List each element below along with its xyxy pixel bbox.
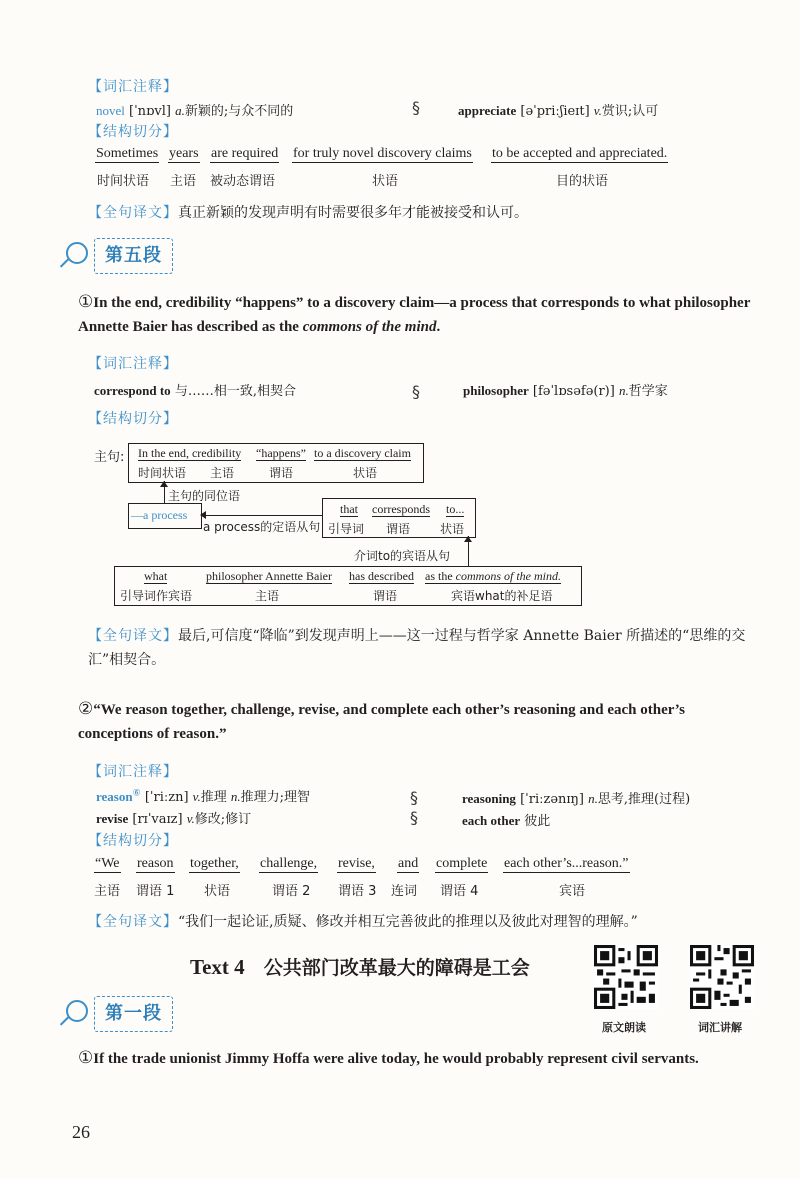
vocab-label: 【词汇注释】	[88, 79, 178, 95]
arrow-up-icon	[464, 536, 472, 542]
appositive-label: 主句的同位语	[168, 489, 241, 503]
vocab-word: each other	[462, 813, 521, 828]
structure-label: 【结构切分】	[88, 124, 178, 140]
sentence-text: “We reason together, challenge, revise, and complete each other’s reasoning and each other’s conceptions of reason.”	[78, 702, 685, 742]
diagram-role: 引导词作宾语	[120, 589, 193, 603]
role-label: 状语	[372, 174, 399, 189]
qr-label: 词汇讲解	[698, 1021, 742, 1034]
vocab-pos: n.	[618, 383, 629, 398]
vocab-phonetic: [əˈpriːʃieɪt]	[520, 104, 590, 119]
segment: together,	[190, 856, 239, 871]
diagram-segment-italic: commons of the mind.	[455, 569, 561, 583]
vocab-word: reasoning	[462, 791, 516, 806]
sentence-end: .	[436, 319, 441, 335]
vocab-entry-novel	[96, 100, 293, 119]
separator-icon: §	[410, 808, 418, 827]
vocab-word: philosopher	[463, 383, 529, 398]
diagram-role: 时间状语	[138, 466, 187, 480]
vocab-definition: 赏识;认可	[601, 104, 659, 119]
vocab-definition: 新颖的;与众不同的	[184, 104, 294, 119]
vocab-entry-philosopher	[463, 380, 668, 399]
role-label: 主语	[170, 174, 197, 189]
structure-label: 【结构切分】	[88, 833, 178, 849]
sentence-5-1	[78, 290, 758, 339]
diagram-segment: has described	[349, 569, 414, 583]
role-label: 被动态谓语	[210, 174, 276, 189]
section-title: 第一段	[94, 996, 173, 1032]
translation	[88, 201, 528, 225]
sentence-text: If the trade unionist Jimmy Hoffa were alive today, he would probably represent civil servants.	[93, 1051, 699, 1067]
qr-code-icon[interactable]	[594, 945, 658, 1009]
vocab-phonetic: [rɪˈvaɪz]	[132, 812, 183, 827]
vocab-word: correspond to	[94, 383, 171, 398]
diagram-segment: to a discovery claim	[314, 446, 411, 460]
vocab-word: reason	[96, 789, 133, 804]
frequency-badge: ⑥	[132, 788, 141, 799]
sentence-text: In the end, credibility “happens” to a discovery claim—a process that corresponds to what philosopher Annette Baier has described as the	[78, 295, 751, 335]
vocab-entry-correspond	[94, 380, 296, 399]
vocab-pos: a.	[175, 103, 185, 118]
diagram-role: 引导词	[328, 522, 365, 536]
diagram-role: 主语	[255, 589, 280, 603]
section-heading-1	[66, 994, 206, 1034]
arrow-up-icon	[160, 481, 168, 487]
role-label: 谓语 1	[136, 884, 175, 899]
segment: each other’s...reason.”	[504, 856, 629, 871]
connector-line	[201, 515, 322, 516]
role-label: 状语	[204, 884, 231, 899]
magnifier-icon	[66, 1000, 88, 1022]
diagram-segment: philosopher Annette Baier	[206, 569, 332, 583]
text-title: 公共部门改革最大的障碍是工会	[263, 957, 530, 979]
diagram-segment: “happens”	[256, 446, 306, 460]
segment: revise,	[338, 856, 375, 871]
role-label: 宾语	[559, 884, 586, 899]
vocab-entry-reasoning	[462, 788, 690, 807]
diagram-role: 状语	[353, 466, 378, 480]
translation	[88, 910, 638, 934]
vocab-phonetic: [ˈriːzənɪŋ]	[520, 792, 584, 807]
vocab-pos: n.	[230, 789, 241, 804]
vocab-pos: v.	[593, 103, 602, 118]
vocab-label: 【词汇注释】	[88, 764, 178, 780]
text-heading	[190, 953, 530, 980]
diagram-segment: to...	[446, 502, 465, 516]
vocab-entry-reason	[96, 786, 310, 805]
diagram-role: 谓语	[386, 522, 411, 536]
section-title: 第五段	[94, 238, 173, 274]
translation-label: 【全句译文】	[88, 205, 178, 221]
vocab-label: 【词汇注释】	[88, 356, 178, 372]
sentence-number: ①	[78, 1048, 94, 1067]
translation-text: “我们一起论证,质疑、修改并相互完善彼此的推理以及彼此对理智的理解。”	[178, 914, 638, 930]
segment: to be accepted and appreciated.	[492, 146, 668, 161]
qr-label: 原文朗读	[602, 1021, 646, 1034]
vocab-pos: v.	[192, 789, 201, 804]
vocab-pos: v.	[186, 811, 195, 826]
vocab-entry-revise	[96, 808, 251, 827]
vocab-phonetic: [ˈriːzn]	[144, 790, 189, 805]
sentence-number: ①	[78, 292, 94, 311]
page-number: 26	[72, 1122, 90, 1142]
sentence-5-2	[78, 697, 758, 746]
translation-text: 真正新颖的发现声明有时需要很多年才能被接受和认可。	[178, 205, 528, 221]
diagram-segment: that	[340, 502, 358, 516]
sentence-number: ②	[78, 699, 94, 718]
diagram-role: 宾语what的补足语	[451, 589, 553, 603]
separator-icon: §	[412, 98, 420, 117]
appositive-segment: —a process	[131, 508, 188, 522]
text-number: Text 4	[190, 955, 245, 979]
vocab-word: appreciate	[458, 103, 517, 118]
vocab-pos: n.	[588, 791, 598, 806]
translation-text: 最后,可信度“降临”到发现声明上——这一过程与哲学家 Annette Baier 所描述的“思维的交汇”相契合。	[88, 628, 746, 668]
vocab-entry-appreciate	[458, 100, 658, 119]
role-label: 谓语 4	[440, 884, 479, 899]
segment: reason	[137, 856, 174, 871]
attributive-label: a process的定语从句	[203, 520, 321, 534]
role-label: 时间状语	[97, 174, 150, 189]
diagram-segment: what	[144, 569, 168, 583]
vocab-definition: 与……相一致,相契合	[174, 384, 296, 399]
vocab-definition: 推理	[200, 790, 227, 805]
magnifier-icon	[66, 242, 88, 264]
section-heading-5	[66, 236, 206, 276]
vocab-phonetic: [fəˈlɒsəfə(r)]	[532, 384, 615, 399]
object-clause-label: 介词to的宾语从句	[354, 549, 451, 563]
separator-icon: §	[410, 788, 418, 807]
role-label: 目的状语	[556, 174, 609, 189]
diagram-role: 主语	[210, 466, 235, 480]
qr-code-icon[interactable]	[690, 945, 754, 1009]
segment: challenge,	[260, 856, 318, 871]
translation-label: 【全句译文】	[88, 628, 178, 644]
structure-label: 【结构切分】	[88, 411, 178, 427]
diagram-role: 谓语	[269, 466, 294, 480]
segment: for truly novel discovery claims	[293, 146, 472, 161]
translation-label: 【全句译文】	[88, 914, 178, 930]
role-label: 谓语 3	[338, 884, 377, 899]
role-label: 连词	[391, 884, 418, 899]
main-clause-label: 主句:	[94, 450, 125, 465]
role-label: 主语	[94, 884, 121, 899]
segment: and	[398, 856, 419, 871]
sentence-1-1	[78, 1046, 778, 1071]
vocab-definition: 修改;修订	[194, 812, 252, 827]
vocab-entry-each-other	[462, 810, 550, 829]
vocab-definition: 推理力;理智	[240, 790, 311, 805]
sentence-italic: commons of the mind	[302, 319, 437, 335]
diagram-segment: corresponds	[372, 502, 430, 516]
segment: are required	[211, 146, 279, 161]
segment: Sometimes	[96, 146, 159, 161]
segment: “We	[95, 856, 120, 871]
vocab-definition: 哲学家	[628, 384, 668, 399]
vocab-definition: 思考,推理(过程)	[597, 792, 691, 807]
vocab-definition: 彼此	[524, 814, 551, 829]
diagram-segment: In the end, credibility	[138, 446, 242, 460]
diagram-role: 状语	[440, 522, 465, 536]
diagram-segment: as the	[425, 569, 456, 583]
segment: complete	[436, 856, 488, 871]
separator-icon: §	[412, 382, 420, 401]
vocab-phonetic: [ˈnɒvl]	[129, 104, 171, 119]
vocab-word: revise	[96, 811, 129, 826]
translation	[88, 624, 758, 672]
diagram-role: 谓语	[373, 589, 398, 603]
role-label: 谓语 2	[272, 884, 311, 899]
vocab-word: novel	[96, 103, 125, 118]
segment: years	[169, 146, 199, 161]
